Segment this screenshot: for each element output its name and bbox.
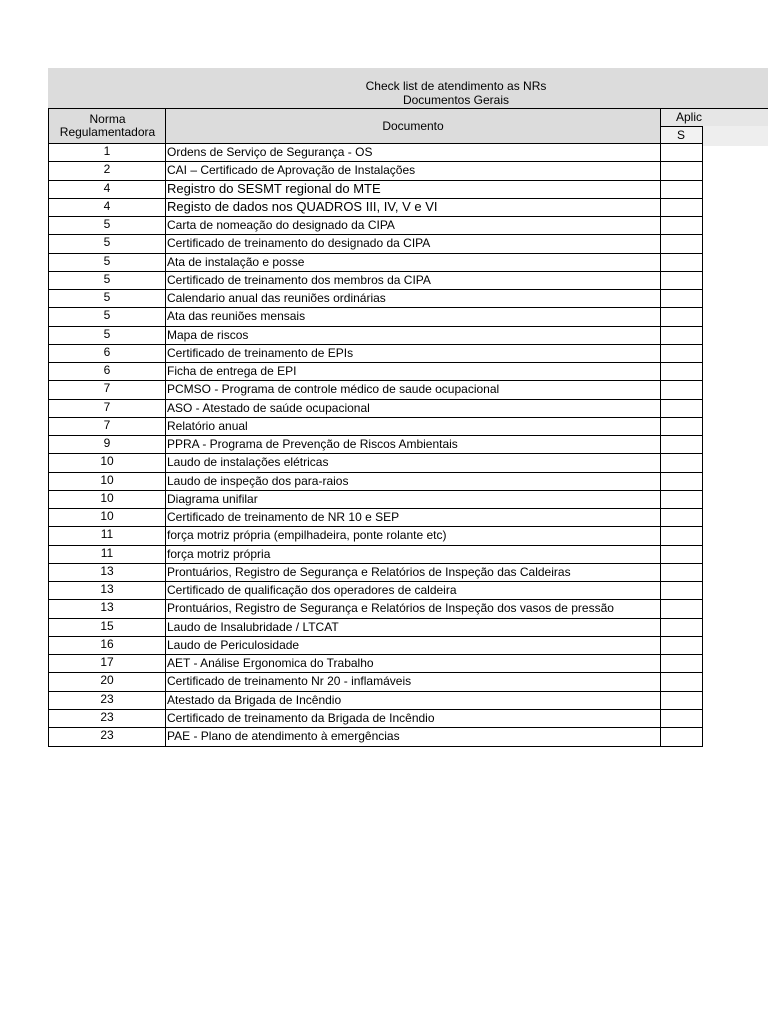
norma-cell: 5 [49, 272, 166, 289]
table-row [49, 509, 702, 527]
norma-cell: 6 [49, 345, 166, 362]
table-row [49, 199, 702, 217]
norma-cell: 13 [49, 564, 166, 581]
aplic-s-cell[interactable] [661, 454, 702, 471]
aplic-s-cell[interactable] [661, 600, 702, 617]
norma-cell: 23 [49, 710, 166, 727]
aplic-s-cell[interactable] [661, 728, 702, 746]
aplic-s-cell[interactable] [661, 272, 702, 289]
documento-cell: Certificado de treinamento de NR 10 e SEP [166, 509, 661, 526]
checklist-table [48, 144, 703, 747]
norma-cell: 6 [49, 363, 166, 380]
norma-cell: 13 [49, 600, 166, 617]
table-row [49, 473, 702, 491]
aplic-s-cell[interactable] [661, 162, 702, 179]
table-row [49, 491, 702, 509]
documento-cell: Atestado da Brigada de Incêndio [166, 692, 661, 709]
documento-cell: força motriz própria [166, 546, 661, 563]
table-row [49, 710, 702, 728]
documento-cell: Mapa de riscos [166, 327, 661, 344]
table-row [49, 454, 702, 472]
aplic-s-cell[interactable] [661, 692, 702, 709]
table-row [49, 637, 702, 655]
aplic-s-cell[interactable] [661, 181, 702, 198]
header-norma: Norma Regulamentadora [48, 108, 166, 144]
aplic-s-cell[interactable] [661, 637, 702, 654]
table-row [49, 728, 702, 746]
table-row [49, 673, 702, 691]
aplic-s-cell[interactable] [661, 619, 702, 636]
aplic-s-cell[interactable] [661, 509, 702, 526]
aplic-s-cell[interactable] [661, 655, 702, 672]
documento-cell: Registo de dados nos QUADROS III, IV, V e VI [166, 199, 661, 216]
documento-cell: Calendario anual das reuniões ordinárias [166, 290, 661, 307]
aplic-s-cell[interactable] [661, 144, 702, 161]
aplic-s-cell[interactable] [661, 290, 702, 307]
table-row [49, 217, 702, 235]
table-row [49, 235, 702, 253]
table-row [49, 290, 702, 308]
table-row [49, 655, 702, 673]
norma-cell: 11 [49, 546, 166, 563]
documento-cell: PPRA - Programa de Prevenção de Riscos Ambientais [166, 436, 661, 453]
table-row [49, 162, 702, 180]
aplic-s-cell[interactable] [661, 418, 702, 435]
documento-cell: Certificado de qualificação dos operadores de caldeira [166, 582, 661, 599]
aplic-s-cell[interactable] [661, 564, 702, 581]
aplic-s-cell[interactable] [661, 473, 702, 490]
documento-cell: Laudo de Periculosidade [166, 637, 661, 654]
header-s: S [660, 126, 703, 144]
table-row [49, 436, 702, 454]
documento-cell: Laudo de inspeção dos para-raios [166, 473, 661, 490]
norma-cell: 13 [49, 582, 166, 599]
norma-cell: 2 [49, 162, 166, 179]
norma-cell: 10 [49, 454, 166, 471]
norma-cell: 5 [49, 308, 166, 325]
aplic-s-cell[interactable] [661, 345, 702, 362]
documento-cell: Certificado de treinamento dos membros da CIPA [166, 272, 661, 289]
aplic-s-cell[interactable] [661, 582, 702, 599]
documento-cell: Relatório anual [166, 418, 661, 435]
documento-cell: Laudo de instalações elétricas [166, 454, 661, 471]
norma-cell: 5 [49, 254, 166, 271]
table-row [49, 254, 702, 272]
aplic-s-cell[interactable] [661, 710, 702, 727]
documento-cell: Prontuários, Registro de Segurança e Relatórios de Inspeção das Caldeiras [166, 564, 661, 581]
norma-cell: 5 [49, 235, 166, 252]
aplic-s-cell[interactable] [661, 217, 702, 234]
norma-cell: 9 [49, 436, 166, 453]
documento-cell: Certificado de treinamento do designado da CIPA [166, 235, 661, 252]
table-row [49, 144, 702, 162]
documento-cell: Carta de nomeação do designado da CIPA [166, 217, 661, 234]
documento-cell: Certificado de treinamento da Brigada de Incêndio [166, 710, 661, 727]
header-aplic: Aplic [660, 108, 768, 127]
norma-cell: 5 [49, 217, 166, 234]
aplic-s-cell[interactable] [661, 199, 702, 216]
documento-cell: Registro do SESMT regional do MTE [166, 181, 661, 198]
table-row [49, 181, 702, 199]
documento-cell: força motriz própria (empilhadeira, ponte rolante etc) [166, 527, 661, 544]
aplic-s-cell[interactable] [661, 235, 702, 252]
table-row [49, 600, 702, 618]
documento-cell: ASO - Atestado de saúde ocupacional [166, 400, 661, 417]
aplic-s-cell[interactable] [661, 327, 702, 344]
aplic-s-cell[interactable] [661, 673, 702, 690]
documento-cell: Certificado de treinamento Nr 20 - inflamáveis [166, 673, 661, 690]
norma-cell: 23 [49, 728, 166, 746]
table-row [49, 308, 702, 326]
documento-cell: PCMSO - Programa de controle médico de saude ocupacional [166, 381, 661, 398]
aplic-s-cell[interactable] [661, 363, 702, 380]
aplic-s-cell[interactable] [661, 254, 702, 271]
norma-cell: 1 [49, 144, 166, 161]
table-row [49, 527, 702, 545]
documento-cell: AET - Análise Ergonomica do Trabalho [166, 655, 661, 672]
table-row [49, 619, 702, 637]
norma-cell: 20 [49, 673, 166, 690]
aplic-s-cell[interactable] [661, 491, 702, 508]
table-row [49, 363, 702, 381]
norma-cell: 16 [49, 637, 166, 654]
norma-cell: 11 [49, 527, 166, 544]
table-row [49, 345, 702, 363]
norma-cell: 10 [49, 509, 166, 526]
norma-cell: 5 [49, 327, 166, 344]
documento-cell: PAE - Plano de atendimento à emergências [166, 728, 661, 746]
norma-cell: 7 [49, 400, 166, 417]
table-row [49, 692, 702, 710]
documento-cell: Ordens de Serviço de Segurança - OS [166, 144, 661, 161]
documento-cell: Ata das reuniões mensais [166, 308, 661, 325]
documento-cell: CAI – Certificado de Aprovação de Instalações [166, 162, 661, 179]
aplic-s-cell[interactable] [661, 436, 702, 453]
aplic-s-cell[interactable] [661, 381, 702, 398]
header-documento: Documento [165, 108, 661, 144]
table-row [49, 582, 702, 600]
norma-cell: 5 [49, 290, 166, 307]
norma-cell: 17 [49, 655, 166, 672]
documento-cell: Ata de instalação e posse [166, 254, 661, 271]
sheet-title [48, 79, 768, 107]
table-row [49, 327, 702, 345]
norma-cell: 4 [49, 199, 166, 216]
table-row [49, 546, 702, 564]
table-row [49, 381, 702, 399]
norma-cell: 23 [49, 692, 166, 709]
aplic-s-cell[interactable] [661, 400, 702, 417]
documento-cell: Prontuários, Registro de Segurança e Relatórios de Inspeção dos vasos de pressão [166, 600, 661, 617]
table-row [49, 272, 702, 290]
header-aplic-extension [702, 126, 768, 146]
title-line-2: Documentos Gerais [402, 93, 510, 107]
title-line-1: Check list de atendimento as NRs [365, 79, 547, 93]
norma-cell: 4 [49, 181, 166, 198]
norma-cell: 7 [49, 418, 166, 435]
norma-cell: 15 [49, 619, 166, 636]
table-row [49, 564, 702, 582]
norma-cell: 10 [49, 491, 166, 508]
documento-cell: Laudo de Insalubridade / LTCAT [166, 619, 661, 636]
table-row [49, 418, 702, 436]
norma-cell: 7 [49, 381, 166, 398]
aplic-s-cell[interactable] [661, 527, 702, 544]
documento-cell: Diagrama unifilar [166, 491, 661, 508]
table-row [49, 400, 702, 418]
aplic-s-cell[interactable] [661, 308, 702, 325]
documento-cell: Ficha de entrega de EPI [166, 363, 661, 380]
aplic-s-cell[interactable] [661, 546, 702, 563]
documento-cell: Certificado de treinamento de EPIs [166, 345, 661, 362]
title-band [48, 68, 768, 108]
norma-cell: 10 [49, 473, 166, 490]
